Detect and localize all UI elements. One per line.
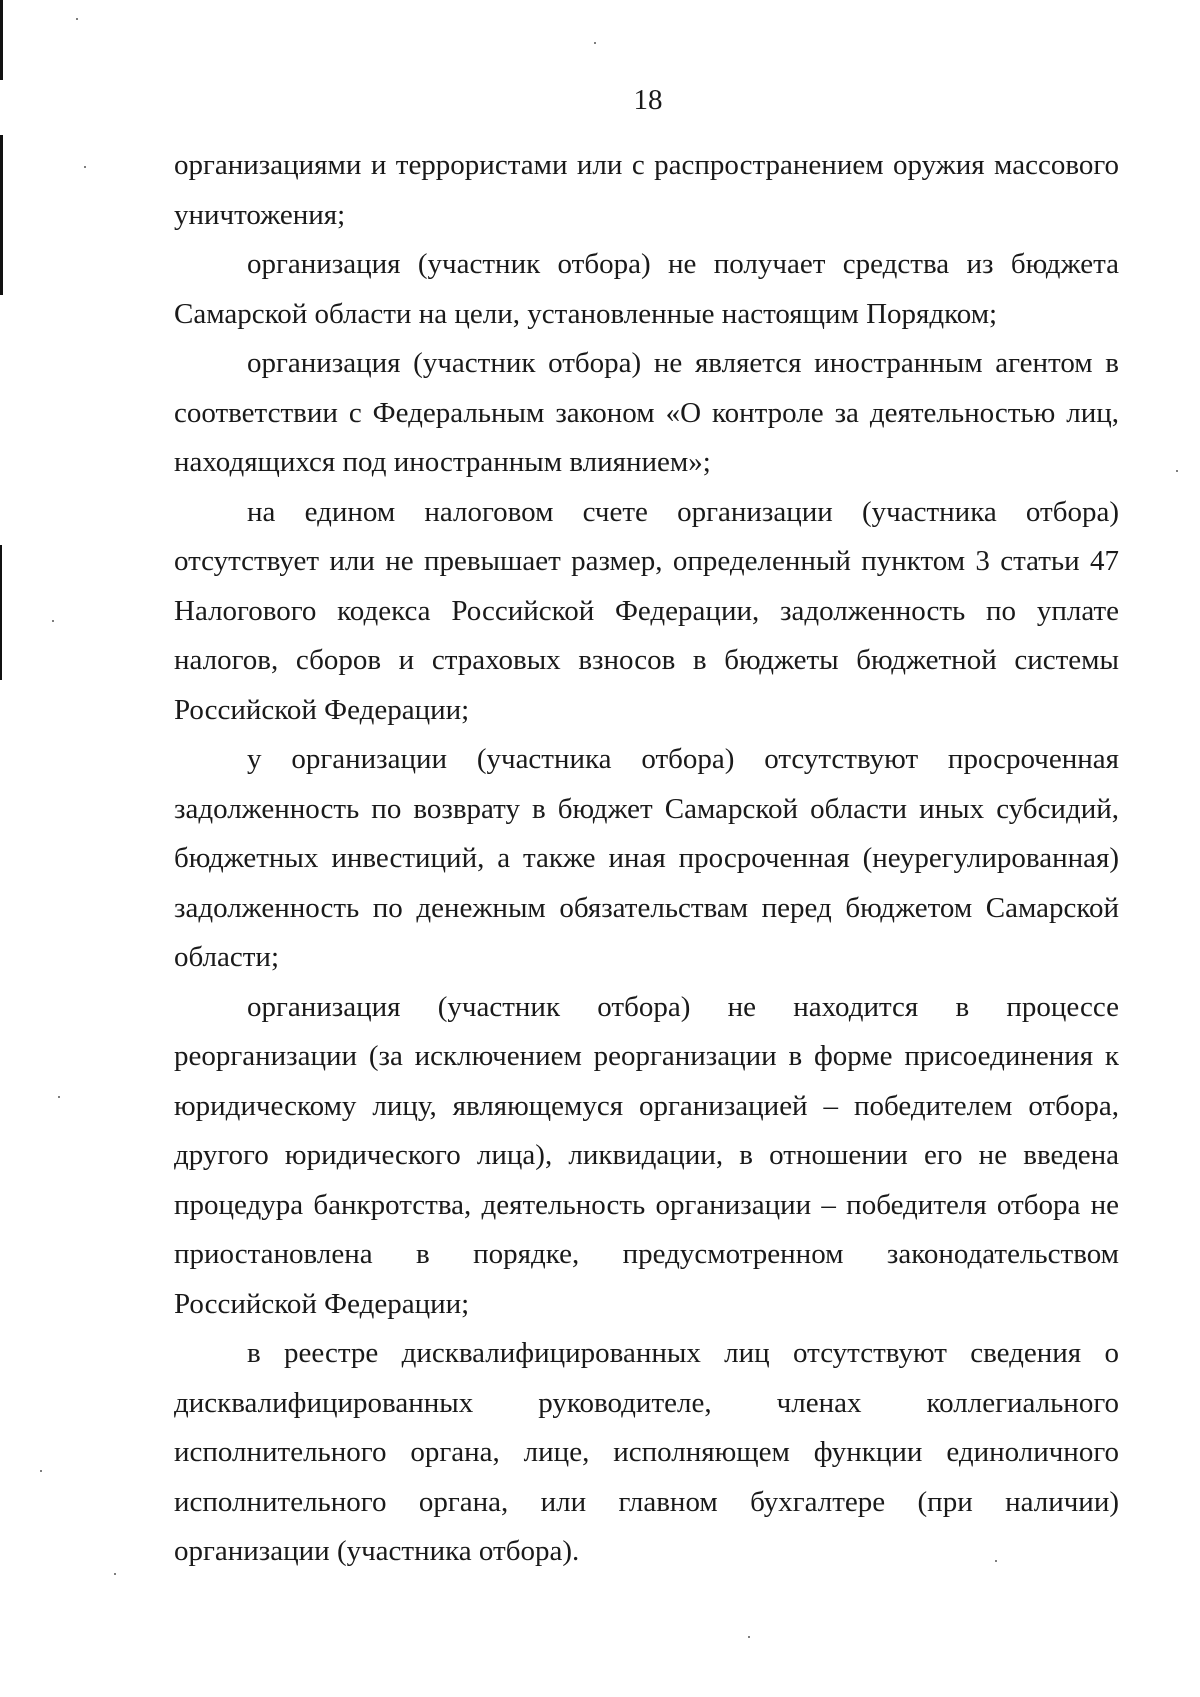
paragraph: организация (участник отбора) не является иностранным агентом в соответствии с Федеральным законом «О контроле за деятельностью лиц, находящихся под иностранным влиянием»;: [174, 347, 1119, 478]
document-body: [174, 141, 1119, 1577]
scan-speck: [1176, 470, 1178, 472]
paragraph: организация (участник отбора) не получает средства из бюджета Самарской области на цели, установленные настоящим Порядком;: [174, 248, 1119, 330]
scan-speck: [52, 620, 54, 622]
scan-speck: [58, 1096, 60, 1098]
scan-edge-mark: [0, 135, 3, 295]
page-number: 18: [633, 84, 663, 116]
scan-speck: [114, 1573, 116, 1575]
scan-speck: [76, 18, 78, 20]
scan-speck: [594, 42, 596, 44]
paragraph: организациями и террористами или с распространением оружия массового уничтожения;: [174, 149, 1119, 231]
scan-speck: [40, 1470, 42, 1472]
scan-speck: [748, 1636, 750, 1638]
paragraph: на едином налоговом счете организации (участника отбора) отсутствует или не превышает размер, определенный пунктом 3 статьи 47 Налогового кодекса Российской Федерации, задолженность по уплате налогов, сборов и страховых взносов в бюджеты бюджетной системы Российской Федерации;: [174, 495, 1119, 726]
paragraph: организация (участник отбора) не находится в процессе реорганизации (за исключением реорганизации в форме присоединения к юридическому лицу, являющемуся организацией – победителем отбора, другого юридического лица), ликвидации, в отношении его не введена процедура банкротства, деятельность организации – победителя отбора не приостановлена в порядке, предусмотренном законодательством Российской Федерации;: [174, 990, 1119, 1320]
scan-edge-mark: [0, 545, 2, 680]
paragraph: в реестре дисквалифицированных лиц отсутствуют сведения о дисквалифицированных руководителе, членах коллегиального исполнительного органа, лице, исполняющем функции единоличного исполнительного органа, или главном бухгалтере (при наличии) организации (участника отбора).: [174, 1337, 1119, 1567]
scan-edge-mark: [0, 0, 3, 80]
scan-speck: [84, 166, 86, 168]
paragraph: у организации (участника отбора) отсутствуют просроченная задолженность по возврату в бюджет Самарской области иных субсидий, бюджетных инвестиций, а также иная просроченная (неурегулированная) задолженность по денежным обязательствам перед бюджетом Самарской области;: [174, 743, 1119, 973]
